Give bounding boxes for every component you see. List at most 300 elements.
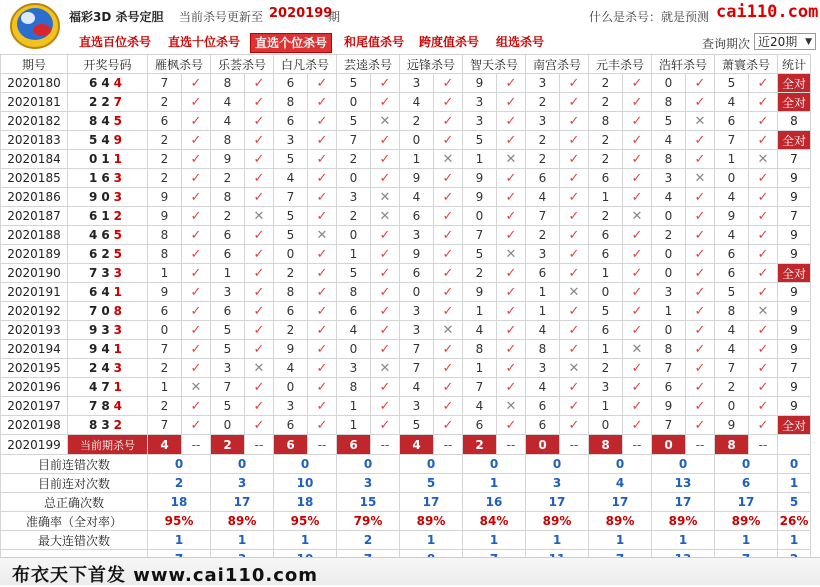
prediction-value: 7 [400,340,434,359]
prediction-value: 3 [274,131,308,150]
check-icon: ✓ [434,397,463,416]
check-icon: ✓ [371,416,400,435]
draw-number [89,152,126,166]
statistics-rows [1,455,811,569]
current-kill-value: 0 [526,435,560,455]
kill-number-table [0,54,811,569]
stat-value: 17 [589,493,652,512]
prediction-value: 0 [337,169,371,188]
current-kill-value: 6 [337,435,371,455]
prediction-value: 9 [463,188,497,207]
check-icon: ✓ [182,359,211,378]
check-icon: ✓ [182,397,211,416]
check-icon: ✓ [245,321,274,340]
check-icon: ✓ [245,112,274,131]
prediction-value: 8 [589,112,623,131]
pending-dash: -- [308,435,337,455]
check-icon: ✓ [245,131,274,150]
draw-digit: 1 [88,171,102,185]
prediction-value: 4 [715,93,749,112]
cross-icon: ✕ [245,207,274,226]
draw-digit: 3 [113,190,127,204]
draw-number-cell [68,112,148,131]
draw-number-cell [68,416,148,435]
check-icon: ✓ [497,302,526,321]
pending-dash: -- [434,435,463,455]
check-icon: ✓ [182,416,211,435]
cross-icon: ✕ [497,397,526,416]
draw-digit: 3 [101,323,114,337]
draw-number-cell [68,283,148,302]
current-kill-value: 0 [652,435,686,455]
prediction-value: 3 [211,283,245,302]
check-icon: ✓ [245,169,274,188]
prediction-value: 4 [652,131,686,150]
check-icon: ✓ [434,112,463,131]
table-row [1,74,811,93]
stat-value: 0 [337,455,400,474]
check-icon: ✓ [308,74,337,93]
stat-total: 1 [778,474,811,493]
check-icon: ✓ [434,416,463,435]
check-icon: ✓ [560,207,589,226]
check-icon: ✓ [182,150,211,169]
prediction-value: 2 [211,169,245,188]
prediction-value: 2 [526,226,560,245]
prediction-value: 1 [652,302,686,321]
prediction-value: 7 [148,74,182,93]
check-icon: ✓ [371,397,400,416]
draw-number-cell [68,378,148,397]
check-icon: ✓ [497,131,526,150]
prediction-value: 4 [526,378,560,397]
prediction-value: 2 [526,131,560,150]
prediction-value: 2 [400,112,434,131]
col-header-expert: 浩轩杀号 [652,55,715,74]
check-icon: ✓ [308,321,337,340]
issue-cell: 2020184 [1,150,68,169]
stat-value: 1 [400,531,463,550]
prediction-value: 6 [652,378,686,397]
check-icon: ✓ [560,150,589,169]
stat-value: 2 [337,531,400,550]
prediction-value: 6 [526,169,560,188]
stat-value: 95% [274,512,337,531]
prediction-value: 2 [337,207,371,226]
check-icon: ✓ [560,131,589,150]
prediction-value: 3 [652,283,686,302]
draw-digit: 4 [101,76,114,90]
table-row [1,207,811,226]
app-title: 福彩3D 杀号定胆 [69,10,164,24]
check-icon: ✓ [749,283,778,302]
draw-digit: 6 [88,285,102,299]
stat-total: 0 [778,455,811,474]
issue-cell: 2020189 [1,245,68,264]
draw-number [89,399,126,413]
issue-cell: 2020185 [1,169,68,188]
check-icon: ✓ [560,340,589,359]
draw-number-cell [68,359,148,378]
stat-value: 18 [274,493,337,512]
all-correct-badge: 全对 [778,131,811,150]
prediction-value: 0 [148,321,182,340]
stat-value: 3 [526,474,589,493]
prediction-value: 0 [400,283,434,302]
check-icon: ✓ [686,302,715,321]
check-icon: ✓ [686,378,715,397]
cross-icon: ✕ [371,359,400,378]
draw-number [89,95,126,109]
draw-digit: 5 [113,228,127,242]
current-stat-cell [778,435,811,455]
check-icon: ✓ [623,245,652,264]
prediction-value: 0 [337,340,371,359]
check-icon: ✓ [623,378,652,397]
stat-value: 84% [463,512,526,531]
prediction-value: 6 [526,416,560,435]
header-bar [0,0,820,30]
stat-value: 1 [274,531,337,550]
check-icon: ✓ [245,226,274,245]
check-icon: ✓ [371,169,400,188]
issue-cell: 2020191 [1,283,68,302]
check-icon: ✓ [434,169,463,188]
prediction-value: 8 [715,302,749,321]
draw-number [89,323,126,337]
check-icon: ✓ [623,74,652,93]
pending-dash: -- [182,435,211,455]
check-icon: ✓ [245,378,274,397]
prediction-value: 3 [400,74,434,93]
draw-digit: 6 [101,171,114,185]
check-icon: ✓ [749,416,778,435]
stat-value: 17 [652,493,715,512]
current-kill-value: 4 [148,435,182,455]
check-icon: ✓ [560,416,589,435]
check-icon: ✓ [623,359,652,378]
prediction-value: 6 [337,302,371,321]
check-icon: ✓ [434,245,463,264]
draw-digit: 6 [88,76,102,90]
stat-label: 目前连错次数 [1,455,148,474]
draw-number [89,114,126,128]
stat-value: 1 [211,531,274,550]
check-icon: ✓ [182,340,211,359]
stat-value: 5 [400,474,463,493]
issue-cell: 2020180 [1,74,68,93]
tab-span-kill[interactable]: 跨度值杀号 [419,35,480,49]
prediction-value: 4 [463,397,497,416]
prediction-value: 6 [589,321,623,340]
prediction-value: 2 [337,150,371,169]
stat-value: 15 [337,493,400,512]
prediction-value: 9 [148,283,182,302]
prediction-value: 2 [589,359,623,378]
stat-label: 准确率（全对率） [1,512,148,531]
prediction-value: 9 [274,340,308,359]
prediction-value: 4 [715,226,749,245]
check-icon: ✓ [308,207,337,226]
check-icon: ✓ [497,112,526,131]
prediction-value: 6 [274,302,308,321]
prediction-value: 2 [589,93,623,112]
prediction-value: 6 [274,112,308,131]
issue-cell: 2020187 [1,207,68,226]
check-icon: ✓ [686,131,715,150]
draw-digit: 1 [113,342,127,356]
col-header-expert: 芸逵杀号 [337,55,400,74]
prediction-value: 3 [526,74,560,93]
cross-icon: ✕ [371,188,400,207]
prediction-value: 3 [526,359,560,378]
draw-digit: 3 [113,361,127,375]
check-icon: ✓ [182,74,211,93]
table-row [1,359,811,378]
draw-digit: 8 [101,399,114,413]
period-select[interactable] [754,33,816,50]
prediction-value: 1 [589,397,623,416]
draw-digit: 8 [88,114,102,128]
check-icon: ✓ [371,245,400,264]
prediction-value: 0 [652,207,686,226]
prediction-value: 7 [211,378,245,397]
check-icon: ✓ [434,378,463,397]
table-row [1,93,811,112]
prediction-value: 6 [589,226,623,245]
prediction-value: 1 [337,245,371,264]
all-correct-badge: 全对 [778,74,811,93]
draw-digit: 6 [88,247,102,261]
col-header-expert: 萧寰杀号 [715,55,778,74]
check-icon: ✓ [749,207,778,226]
draw-digit: 2 [101,247,114,261]
prediction-value: 2 [274,321,308,340]
prediction-value: 0 [274,378,308,397]
prediction-value: 8 [526,340,560,359]
draw-number-cell [68,74,148,93]
prediction-value: 5 [337,112,371,131]
correct-count: 7 [778,359,811,378]
tab-units-kill[interactable]: 直选个位杀号 [250,33,332,53]
draw-number [89,304,126,318]
cross-icon: ✕ [560,359,589,378]
stat-value: 0 [652,455,715,474]
prediction-value: 2 [526,150,560,169]
check-icon: ✓ [245,302,274,321]
current-kill-value: 4 [400,435,434,455]
prediction-value: 0 [589,416,623,435]
draw-digit: 3 [113,266,127,280]
draw-digit: 4 [88,380,102,394]
tab-group-kill[interactable]: 组选杀号 [496,35,545,49]
stat-label: 目前连对次数 [1,474,148,493]
draw-digit: 6 [101,228,114,242]
prediction-value: 2 [148,359,182,378]
issue-cell: 2020192 [1,302,68,321]
stat-value: 1 [526,531,589,550]
draw-number [89,285,126,299]
footer-text: 布衣天下首发 www.cai110.com [12,565,319,586]
stat-value: 95% [148,512,211,531]
check-icon: ✓ [434,131,463,150]
check-icon: ✓ [623,226,652,245]
check-icon: ✓ [497,283,526,302]
check-icon: ✓ [182,226,211,245]
check-icon: ✓ [560,245,589,264]
prediction-value: 7 [715,359,749,378]
stat-label: 最大连错次数 [1,531,148,550]
correct-count: 9 [778,226,811,245]
prediction-value: 3 [400,302,434,321]
current-kill-label: 当前期杀号 [68,435,148,455]
current-kill-value: 2 [211,435,245,455]
prediction-value: 5 [274,207,308,226]
cross-icon: ✕ [560,283,589,302]
prediction-value: 1 [463,302,497,321]
stat-value: 0 [211,455,274,474]
prediction-value: 4 [337,321,371,340]
stat-value: 0 [274,455,337,474]
check-icon: ✓ [371,74,400,93]
draw-digit: 3 [101,266,114,280]
prediction-value: 2 [463,264,497,283]
check-icon: ✓ [245,93,274,112]
issue-cell: 2020183 [1,131,68,150]
tab-sum-tail-kill[interactable]: 和尾值杀号 [344,35,405,49]
check-icon: ✓ [245,74,274,93]
pending-dash: -- [686,435,715,455]
issue-cell: 2020182 [1,112,68,131]
cross-icon: ✕ [749,150,778,169]
check-icon: ✓ [245,245,274,264]
prediction-value: 8 [337,283,371,302]
check-icon: ✓ [245,264,274,283]
cross-icon: ✕ [371,112,400,131]
check-icon: ✓ [308,245,337,264]
check-icon: ✓ [623,169,652,188]
stat-row [1,512,811,531]
check-icon: ✓ [623,112,652,131]
correct-count: 9 [778,245,811,264]
prediction-value: 6 [526,397,560,416]
draw-digit: 3 [101,418,114,432]
prediction-value: 4 [211,112,245,131]
draw-number-cell [68,302,148,321]
draw-digit: 4 [113,76,127,90]
draw-number-cell [68,245,148,264]
draw-number [89,380,126,394]
check-icon: ✓ [245,340,274,359]
tab-hundreds-kill[interactable]: 直选百位杀号 [79,35,152,49]
check-icon: ✓ [623,150,652,169]
prediction-value: 7 [463,226,497,245]
draw-digit: 9 [88,342,102,356]
check-icon: ✓ [686,321,715,340]
stat-row [1,493,811,512]
prediction-value: 7 [715,131,749,150]
check-icon: ✓ [245,397,274,416]
draw-number [89,76,126,90]
prediction-value: 0 [589,283,623,302]
prediction-value: 2 [148,131,182,150]
prediction-value: 1 [211,264,245,283]
prediction-value: 9 [211,150,245,169]
check-icon: ✓ [182,93,211,112]
table-row [1,302,811,321]
check-icon: ✓ [308,283,337,302]
prediction-value: 1 [463,359,497,378]
site-brand[interactable]: cai110.com [716,2,819,22]
prediction-value: 9 [715,207,749,226]
check-icon: ✓ [497,340,526,359]
check-icon: ✓ [749,226,778,245]
check-icon: ✓ [371,302,400,321]
stat-value: 16 [463,493,526,512]
prediction-value: 9 [148,207,182,226]
check-icon: ✓ [686,359,715,378]
check-icon: ✓ [497,93,526,112]
cross-icon: ✕ [686,112,715,131]
prediction-value: 4 [715,188,749,207]
prediction-value: 7 [148,416,182,435]
draw-digit: 7 [88,304,102,318]
period-select-value: 近20期 [758,35,798,49]
stat-value: 89% [400,512,463,531]
prediction-value: 8 [211,131,245,150]
prediction-value: 4 [463,321,497,340]
prediction-value: 2 [148,93,182,112]
check-icon: ✓ [749,378,778,397]
prediction-value: 1 [589,264,623,283]
correct-count: 9 [778,321,811,340]
prediction-value: 2 [589,150,623,169]
draw-digit: 5 [113,114,127,128]
check-icon: ✓ [308,169,337,188]
table-row [1,188,811,207]
draw-number-cell [68,226,148,245]
draw-digit: 7 [101,380,114,394]
draw-digit: 5 [113,247,127,261]
stat-label: 总正确次数 [1,493,148,512]
tab-tens-kill[interactable]: 直选十位杀号 [168,35,241,49]
draw-digit: 6 [88,209,102,223]
check-icon: ✓ [497,74,526,93]
col-header-expert: 智天杀号 [463,55,526,74]
table-row [1,264,811,283]
check-icon: ✓ [371,340,400,359]
cross-icon: ✕ [434,321,463,340]
draw-number [89,209,126,223]
check-icon: ✓ [434,264,463,283]
draw-digit: 9 [113,133,127,147]
check-icon: ✓ [749,112,778,131]
update-suffix: 期 [328,10,341,24]
prediction-value: 0 [652,264,686,283]
check-icon: ✓ [560,169,589,188]
check-icon: ✓ [623,264,652,283]
draw-number-cell [68,150,148,169]
check-icon: ✓ [497,378,526,397]
stat-value: 89% [589,512,652,531]
prediction-value: 8 [652,340,686,359]
stat-value: 0 [148,455,211,474]
prediction-value: 7 [148,340,182,359]
cross-icon: ✕ [245,359,274,378]
check-icon: ✓ [182,188,211,207]
stat-value: 18 [148,493,211,512]
prediction-value: 9 [463,283,497,302]
